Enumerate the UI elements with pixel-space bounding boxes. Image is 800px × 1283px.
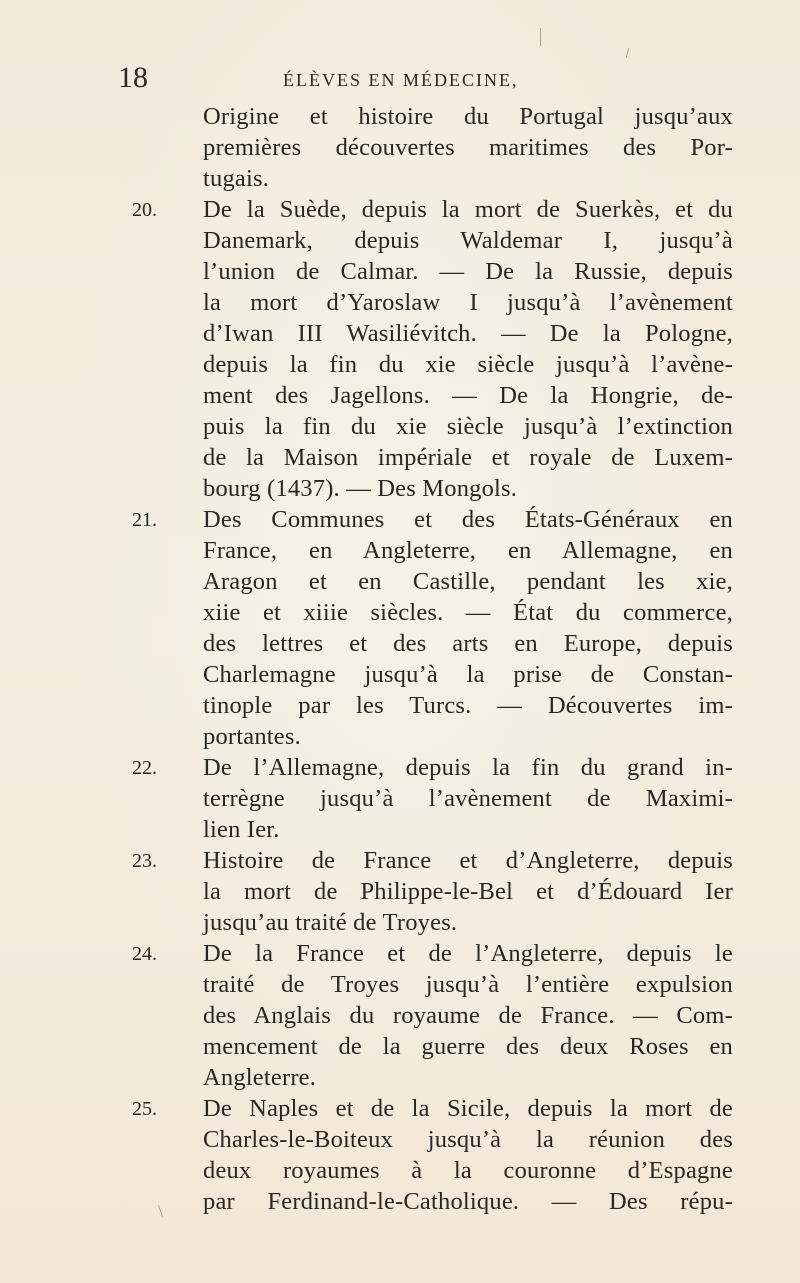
text-line: Charles-le-Boiteux jusqu’à la réunion des xyxy=(203,1126,733,1153)
entry-number: 25. xyxy=(132,1098,157,1120)
entry-number: 24. xyxy=(132,943,157,965)
text-line: premières découvertes maritimes des Por- xyxy=(203,134,733,161)
text-line: l’union de Calmar. — De la Russie, depuis xyxy=(203,258,733,285)
text-line: Des Communes et des États-Généraux en xyxy=(203,506,733,533)
text-line: ment des Jagellons. — De la Hongrie, de- xyxy=(203,382,733,409)
text-line: xiie et xiiie siècles. — État du commerce, xyxy=(203,599,733,626)
text-line: jusqu’au traité de Troyes. xyxy=(203,909,458,936)
page-header xyxy=(118,58,738,98)
text-line: Angleterre. xyxy=(203,1064,317,1091)
margin-mark xyxy=(626,48,630,58)
text-line: Charlemagne jusqu’à la prise de Constan- xyxy=(203,661,733,688)
text-line: traité de Troyes jusqu’à l’entière expulsion xyxy=(203,971,733,998)
margin-mark xyxy=(158,1205,163,1217)
text-line: Origine et histoire du Portugal jusqu’aux xyxy=(203,103,733,130)
text-line: portantes. xyxy=(203,723,301,750)
text-line: des lettres et des arts en Europe, depuis xyxy=(203,630,733,657)
text-line: par Ferdinand-le-Catholique. — Des répu- xyxy=(203,1188,733,1215)
margin-mark xyxy=(540,28,541,46)
entry-number: 20. xyxy=(132,199,157,221)
text-line: de la Maison impériale et royale de Luxem- xyxy=(203,444,733,471)
page-number: 18 xyxy=(118,61,148,94)
text-line: terrègne jusqu’à l’avènement de Maximi- xyxy=(203,785,733,812)
text-line: bourg (1437). — Des Mongols. xyxy=(203,475,518,502)
text-line: deux royaumes à la couronne d’Espagne xyxy=(203,1157,733,1184)
text-line: des Anglais du royaume de France. — Com- xyxy=(203,1002,733,1029)
running-title: ÉLÈVES EN MÉDECINE, xyxy=(283,70,519,90)
text-line: De l’Allemagne, depuis la fin du grand in- xyxy=(203,754,733,781)
entry-number: 23. xyxy=(132,850,157,872)
text-line: Aragon et en Castille, pendant les xie, xyxy=(203,568,733,595)
text-line: lien Ier. xyxy=(203,816,280,843)
text-line: tinople par les Turcs. — Découvertes im- xyxy=(203,692,733,719)
text-line: puis la fin du xie siècle jusqu’à l’extinction xyxy=(203,413,733,440)
text-line: la mort d’Yaroslaw I jusqu’à l’avènement xyxy=(203,289,733,316)
text-line: la mort de Philippe-le-Bel et d’Édouard Ier xyxy=(203,878,733,905)
entry-number: 22. xyxy=(132,757,157,779)
text-line: mencement de la guerre des deux Roses en xyxy=(203,1033,733,1060)
text-line: France, en Angleterre, en Allemagne, en xyxy=(203,537,733,564)
text-line: d’Iwan III Wasiliévitch. — De la Pologne, xyxy=(203,320,733,347)
text-line: De la France et de l’Angleterre, depuis le xyxy=(203,940,733,967)
entry-number: 21. xyxy=(132,509,157,531)
text-line: tugais. xyxy=(203,165,270,192)
text-line: Danemark, depuis Waldemar I, jusqu’à xyxy=(203,227,733,254)
text-line: De la Suède, depuis la mort de Suerkès, et du xyxy=(203,196,733,223)
text-line: De Naples et de la Sicile, depuis la mort de xyxy=(203,1095,733,1122)
text-line: Histoire de France et d’Angleterre, depuis xyxy=(203,847,733,874)
text-line: depuis la fin du xie siècle jusqu’à l’avène- xyxy=(203,351,733,378)
